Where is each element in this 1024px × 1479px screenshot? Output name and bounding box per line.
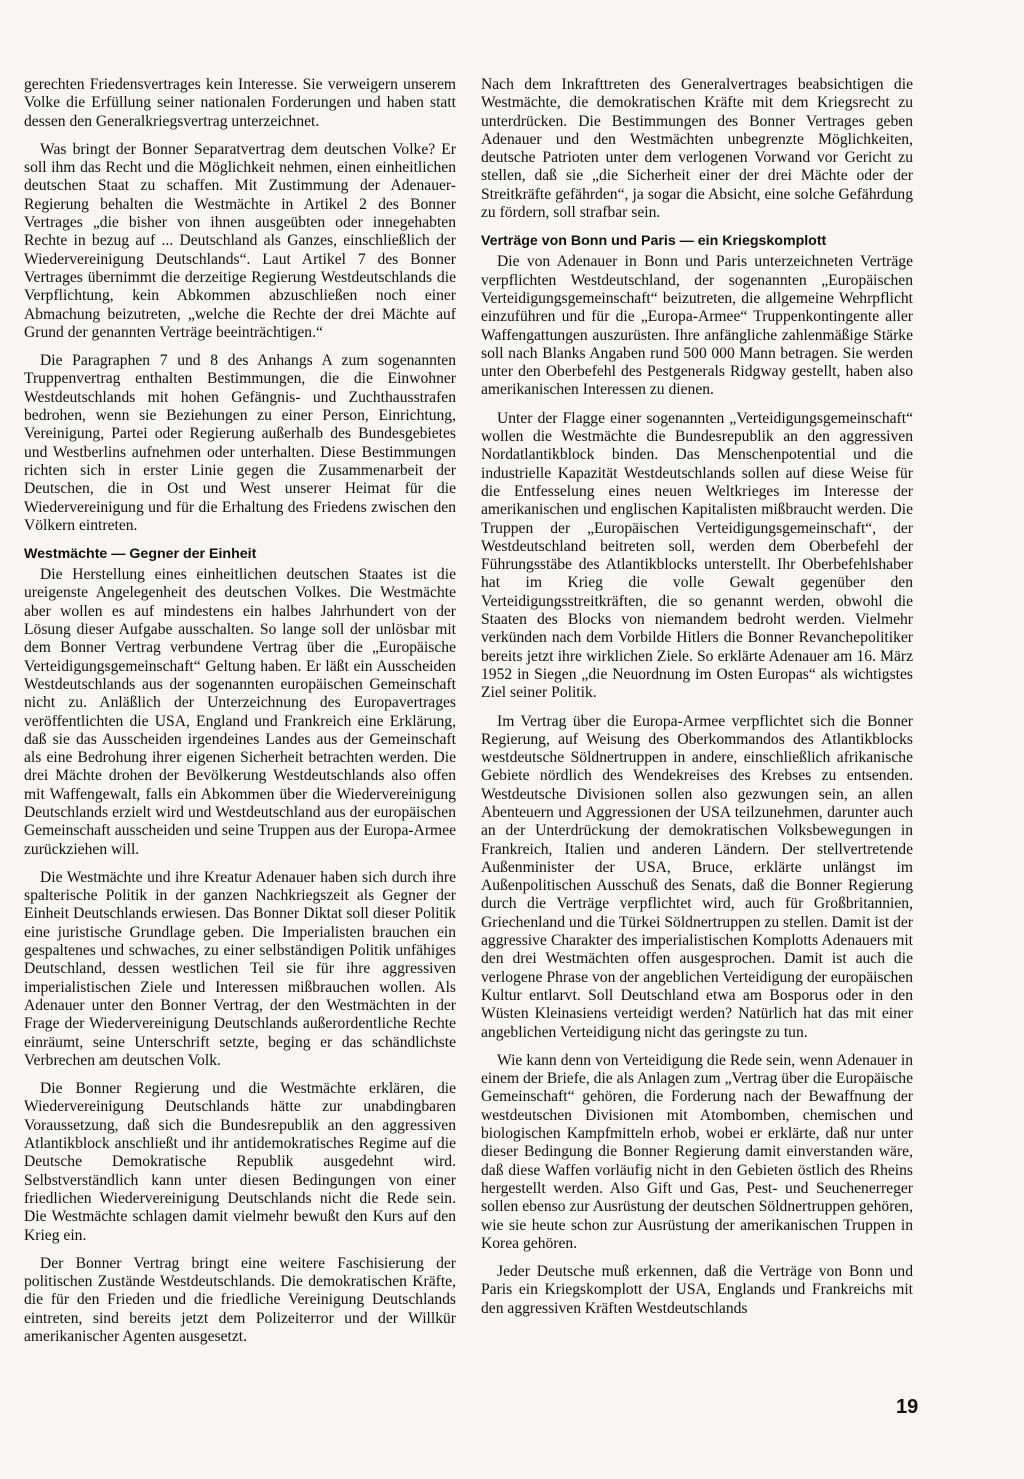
paragraph: gerechten Friedensvertrages kein Interesse. Sie verweigern unserem Volke die Erfüllung seiner nationalen Forderungen und haben statt dessen den Generalkriegsvertrag unterzeichnet. <box>24 76 456 130</box>
page-number: 19 <box>896 1396 919 1418</box>
paragraph: Jeder Deutsche muß erkennen, daß die Verträge von Bonn und Paris ein Kriegskomplott der USA, Englands und Frankreichs mit den aggressiven Kräften Westdeutschlands <box>481 1263 913 1317</box>
paragraph: Die Westmächte und ihre Kreatur Adenauer haben sich durch ihre spalterische Politik in der ganzen Nachkriegszeit als Gegner der Einheit Deutschlands erwiesen. Das Bonner Diktat soll dieser Politik eine juristische Grundlage geben. Die Imperialisten brauchen ein gespaltenes und schwaches, zu einer selbständigen Politik unfähiges Deutschland, dessen westlichen Teil sie für ihre aggressiven imperialistischen Ziele und Interessen mißbrauchen wollen. Als Adenauer unter den Bonner Vertrag, der den Westmächten in der Frage der Wiedervereinigung Deutschlands außerordentliche Rechte einräumt, seine Unterschrift setzte, beging er das schändlichste Verbrechen am deutschen Volk. <box>24 868 456 1069</box>
paragraph: Nach dem Inkrafttreten des Generalvertrages beabsichtigen die Westmächte, die demokratischen Kräfte mit dem Kriegsrecht zu unterdrücken. Die Bestimmungen des Bonner Vertrages geben Adenauer und den Westmächten unbegrenzte Möglichkeiten, deutsche Patrioten unter dem verlogenen Vorwand vor Gericht zu stellen, daß sie „die Sicherheit einer der drei Mächte oder der Streitkräfte gefährden“, ja sogar die Absicht, eine solche Gefährdung zu fördern, soll strafbar sein. <box>481 76 913 222</box>
paragraph: Die Herstellung eines einheitlichen deutschen Staates ist die ureigenste Angelegenheit des deutschen Volkes. Die Westmächte aber wollen es auf mindestens ein halbes Jahrhundert von der Lösung dieser Aufgabe ausschalten. So lange soll der unlösbar mit dem Bonner Vertrag verbundene Vertrag über die „Europäische Verteidigungsgemeinschaft“ Geltung haben. Er läßt ein Ausscheiden Westdeutschlands aus der sogenannten europäischen Gemeinschaft nicht zu. Anläßlich der Unterzeichnung des Europavertrages veröffentlichten die USA, England und Frankreich eine Erklärung, daß sie das Ausscheiden irgendeines Landes aus der Gemeinschaft als eine Bedrohung ihrer eigenen Sicherheit betrachten werden. Die drei Mächte drohen der Bevölkerung Westdeutschlands also offen mit Waffengewalt, falls ein Abkommen über die Wiedervereinigung Deutschlands erzielt wird und Westdeutschland aus der europäischen Gemeinschaft ausscheiden und seine Truppen aus der Europa-Armee zurückziehen will. <box>24 566 456 858</box>
paragraph: Im Vertrag über die Europa-Armee verpflichtet sich die Bonner Regierung, auf Weisung des Oberkommandos des Atlantikblocks westdeutsche Söldnertruppen in andere, einschließlich afrikanische Gebiete nördlich des Wendekreises des Krebses zu entsenden. Westdeutsche Divisionen sollen also gezwungen sein, an allen Abenteuern und Aggressionen der USA teilzunehmen, darunter auch an der Unterdrückung der demokratischen Volksbewegungen in Frankreich, Italien und anderen Ländern. Der stellvertretende Außenminister der USA, Bruce, erklärte unlängst im Außenpolitischen Ausschuß des Senats, daß die Bonner Regierung durch die Verträge verpflichtet wird, auch für Großbritannien, Griechenland und die Türkei Söldnertruppen zu stellen. Damit ist der aggressive Charakter des imperialistischen Komplotts Adenauers mit den drei Westmächten offen ausgesprochen. Damit ist auch die verlogene Phrase von der angeblichen Verteidigung der europäischen Kultur entlarvt. Soll Deutschland etwa am Bosporus oder in den Wüsten Kleinasiens verteidigt werden? Natürlich hat das mit einer angeblichen Verteidigung nicht das geringste zu tun. <box>481 712 913 1041</box>
left-column <box>24 76 456 1356</box>
paragraph: Die von Adenauer in Bonn und Paris unterzeichneten Verträge verpflichten Westdeutschland, der sogenannten „Europäischen Verteidigungsgemeinschaft“ beizutreten, die allgemeine Wehrpflicht einzuführen und für die „Europa-Armee“ Truppenkontingente aller Waffengattungen auszurüsten. Ihre anfängliche zahlenmäßige Stärke soll nach Blanks Angaben rund 500 000 Mann betragen. Sie werden unter den Oberbefehl des Pestgenerals Ridgway gestellt, haben also amerikanischen Interessen zu dienen. <box>481 253 913 399</box>
paragraph: Die Bonner Regierung und die Westmächte erklären, die Wiedervereinigung Deutschlands hätte zur unabdingbaren Voraussetzung, daß sich die Bundesrepublik an den aggressiven Atlantikblock anschließt und ihr antidemokratisches Regime auf die Deutsche Demokratische Republik ausgedehnt wird. Selbstverständlich kann unter diesen Bedingungen von einer friedlichen Wiedervereinigung Deutschlands nicht die Rede sein. Die Westmächte schlagen damit vielmehr bewußt den Kurs auf den Krieg ein. <box>24 1080 456 1244</box>
paragraph: Die Paragraphen 7 und 8 des Anhangs A zum sogenannten Truppenvertrag enthalten Bestimmungen, die die Einwohner Westdeutschlands mit hohen Gefängnis- und Zuchthausstrafen bedrohen, wenn sie Beziehungen zu einer Person, Einrichtung, Vereinigung, Partei oder Regierung außerhalb des Bundesgebietes und Westberlins aufnehmen oder unterhalten. Diese Bestimmungen richten sich in erster Linie gegen die Zusammenarbeit der Deutschen, die in Ost und West unserer Heimat für die Wiedervereinigung und für die Erhaltung des Friedens zwischen den Völkern eintreten. <box>24 352 456 534</box>
right-column <box>481 76 913 1328</box>
section-heading: Westmächte — Gegner der Einheit <box>24 546 257 563</box>
paragraph: Wie kann denn von Verteidigung die Rede sein, wenn Adenauer in einem der Briefe, die als Anlagen zum „Vertrag über die Europäische Gemeinschaft“ gehören, die Forderung nach der Bewaffnung der westdeutschen Divisionen mit Atombomben, chemischen und biologischen Kampfmitteln erhob, wobei er erklärte, daß nur unter dieser Bedingung die Bonner Regierung damit einverstanden wäre, daß diese Waffen vorläufig nicht in den Gebieten östlich des Rheins hergestellt werden. Also Gift und Gas, Pest- und Seuchenerreger sollen ebenso zur Ausrüstung der deutschen Söldnertruppen gehören, wie sie heute schon zur Ausrüstung der amerikanischen Truppen in Korea gehören. <box>481 1051 913 1252</box>
paragraph: Was bringt der Bonner Separatvertrag dem deutschen Volke? Er soll ihm das Recht und die Möglichkeit nehmen, einen einheitlichen deutschen Staat zu schaffen. Mit Zustimmung der Adenauer-Regierung behalten die Westmächte in Artikel 2 des Bonner Vertrages „die bisher von ihnen ausgeübten oder innegehabten Rechte in bezug auf ... Deutschland als Ganzes, einschließlich der Wiedervereinigung Deutschlands“. Laut Artikel 7 des Bonner Vertrages übernimmt die derzeitige Regierung Westdeutschlands die Verpflichtung, kein Abkommen abzuschließen noch einer Abmachung beizutreten, „welche die Rechte der drei Mächte auf Grund der genannten Verträge beeinträchtigen.“ <box>24 140 456 341</box>
paragraph: Der Bonner Vertrag bringt eine weitere Faschisierung der politischen Zustände Westdeutschlands. Die demokratischen Kräfte, die für den Frieden und die friedliche Vereinigung Deutschlands eintreten, sind bereits jetzt dem Polizeiterror und der Willkür amerikanischer Agenten ausgesetzt. <box>24 1254 456 1345</box>
section-heading: Verträge von Bonn und Paris — ein Kriegskomplott <box>481 233 827 250</box>
paragraph: Unter der Flagge einer sogenannten „Verteidigungsgemeinschaft“ wollen die Westmächte die Bundesrepublik an den aggressiven Nordatlantikblock binden. Das Menschenpotential und die industrielle Kapazität Westdeutschlands sollen auf diese Weise für die Entfesselung eines neuen Weltkrieges im Interesse der amerikanischen und englischen Kapitalisten mißbraucht werden. Die Truppen der „Europäischen Verteidigungsgemeinschaft“, der Westdeutschland beitreten soll, werden dem Oberbefehl der Führungsstäbe des Atlantikblocks unterstellt. Ihr Oberbefehlshaber hat im Krieg die volle Gewalt gegenüber den Verteidigungsstreitkräften, die so genannt werden, obwohl die Staaten des Blocks von niemandem bedroht werden. Vielmehr verkünden nach dem Vorbilde Hitlers die Bonner Revanchepolitiker bereits jetzt ihre wirklichen Ziele. So erklärte Adenauer am 16. März 1952 in Siegen „die Neuordnung im Osten Europas“ als wichtigstes Ziel seiner Politik. <box>481 409 913 702</box>
